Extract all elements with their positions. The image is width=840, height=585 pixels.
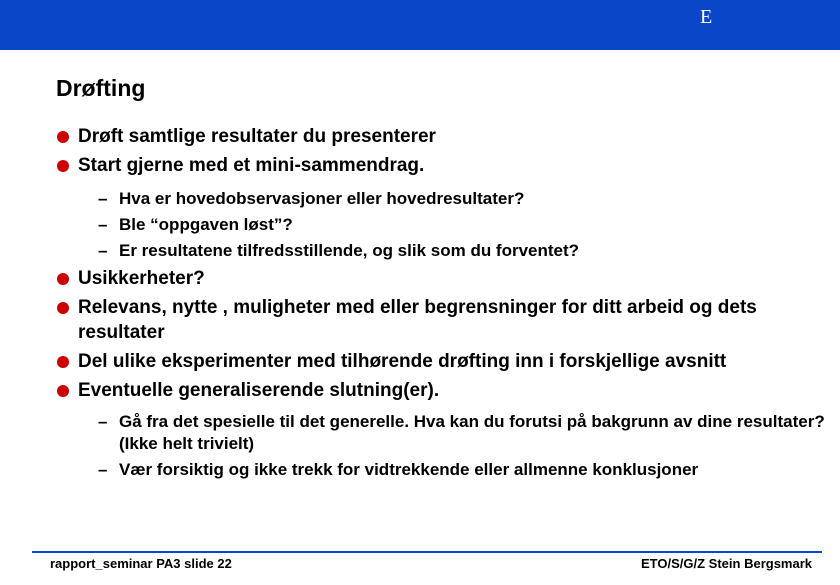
bullet-text: Vær forsiktig og ikke trekk for vidtrekkende eller allmenne konklusjoner: [119, 460, 699, 479]
bullet-item: [56, 378, 826, 403]
footer-left-text: rapport_seminar PA3 slide 22: [50, 556, 232, 571]
bullet-text: Hva er hovedobservasjoner eller hovedresultater?: [119, 189, 525, 208]
bullet-text: Eventuelle generaliserende slutning(er).: [78, 380, 440, 401]
bullet-text: Del ulike eksperimenter med tilhørende drøfting inn i forskjellige avsnitt: [78, 351, 727, 372]
bullet-dot-icon: [57, 160, 69, 172]
bullet-text: Ble “oppgaven løst”?: [119, 215, 293, 234]
bullet-dot-icon: [57, 131, 69, 143]
sub-bullet-dash: –: [98, 241, 108, 260]
bullet-dot-icon: [57, 273, 69, 285]
bullet-item: [56, 153, 826, 178]
sub-bullet-dash: –: [98, 460, 108, 479]
bullet-item: [56, 124, 826, 149]
sub-bullet-dash: –: [98, 215, 108, 234]
header-bar: [0, 0, 840, 50]
bullet-dot-icon: [57, 356, 69, 368]
bullet-text: Gå fra det spesielle til det generelle. Hva kan du forutsi på bakgrunn av dine resultater? (Ikke helt trivielt): [119, 412, 825, 453]
sub-bullet-item: [56, 411, 826, 455]
bullet-item: [56, 349, 826, 374]
header-letter: E: [700, 6, 713, 28]
bullet-text: Start gjerne med et mini-sammendrag.: [78, 155, 425, 176]
bullet-item: [56, 266, 826, 291]
bullet-text: Drøft samtlige resultater du presenterer: [78, 126, 436, 147]
bullet-list: [56, 124, 826, 481]
sub-bullet-item: [56, 459, 826, 481]
bullet-dot-icon: [57, 302, 69, 314]
sub-bullet-dash: –: [98, 189, 108, 208]
sub-bullet-item: [56, 214, 826, 236]
sub-bullet-item: [56, 188, 826, 210]
bullet-text: Usikkerheter?: [78, 268, 205, 289]
bullet-text: Relevans, nytte , muligheter med eller begrensninger for ditt arbeid og dets resultater: [78, 297, 757, 343]
sub-bullet-dash: –: [98, 412, 108, 431]
sub-bullet-item: [56, 240, 826, 262]
bullet-text: Er resultatene tilfredsstillende, og slik som du forventet?: [119, 241, 580, 260]
slide-title: Drøfting: [56, 75, 146, 101]
footer-divider: [32, 551, 822, 553]
bullet-item: [56, 295, 826, 345]
bullet-dot-icon: [57, 385, 69, 397]
footer-right-text: ETO/S/G/Z Stein Bergsmark: [641, 556, 812, 571]
